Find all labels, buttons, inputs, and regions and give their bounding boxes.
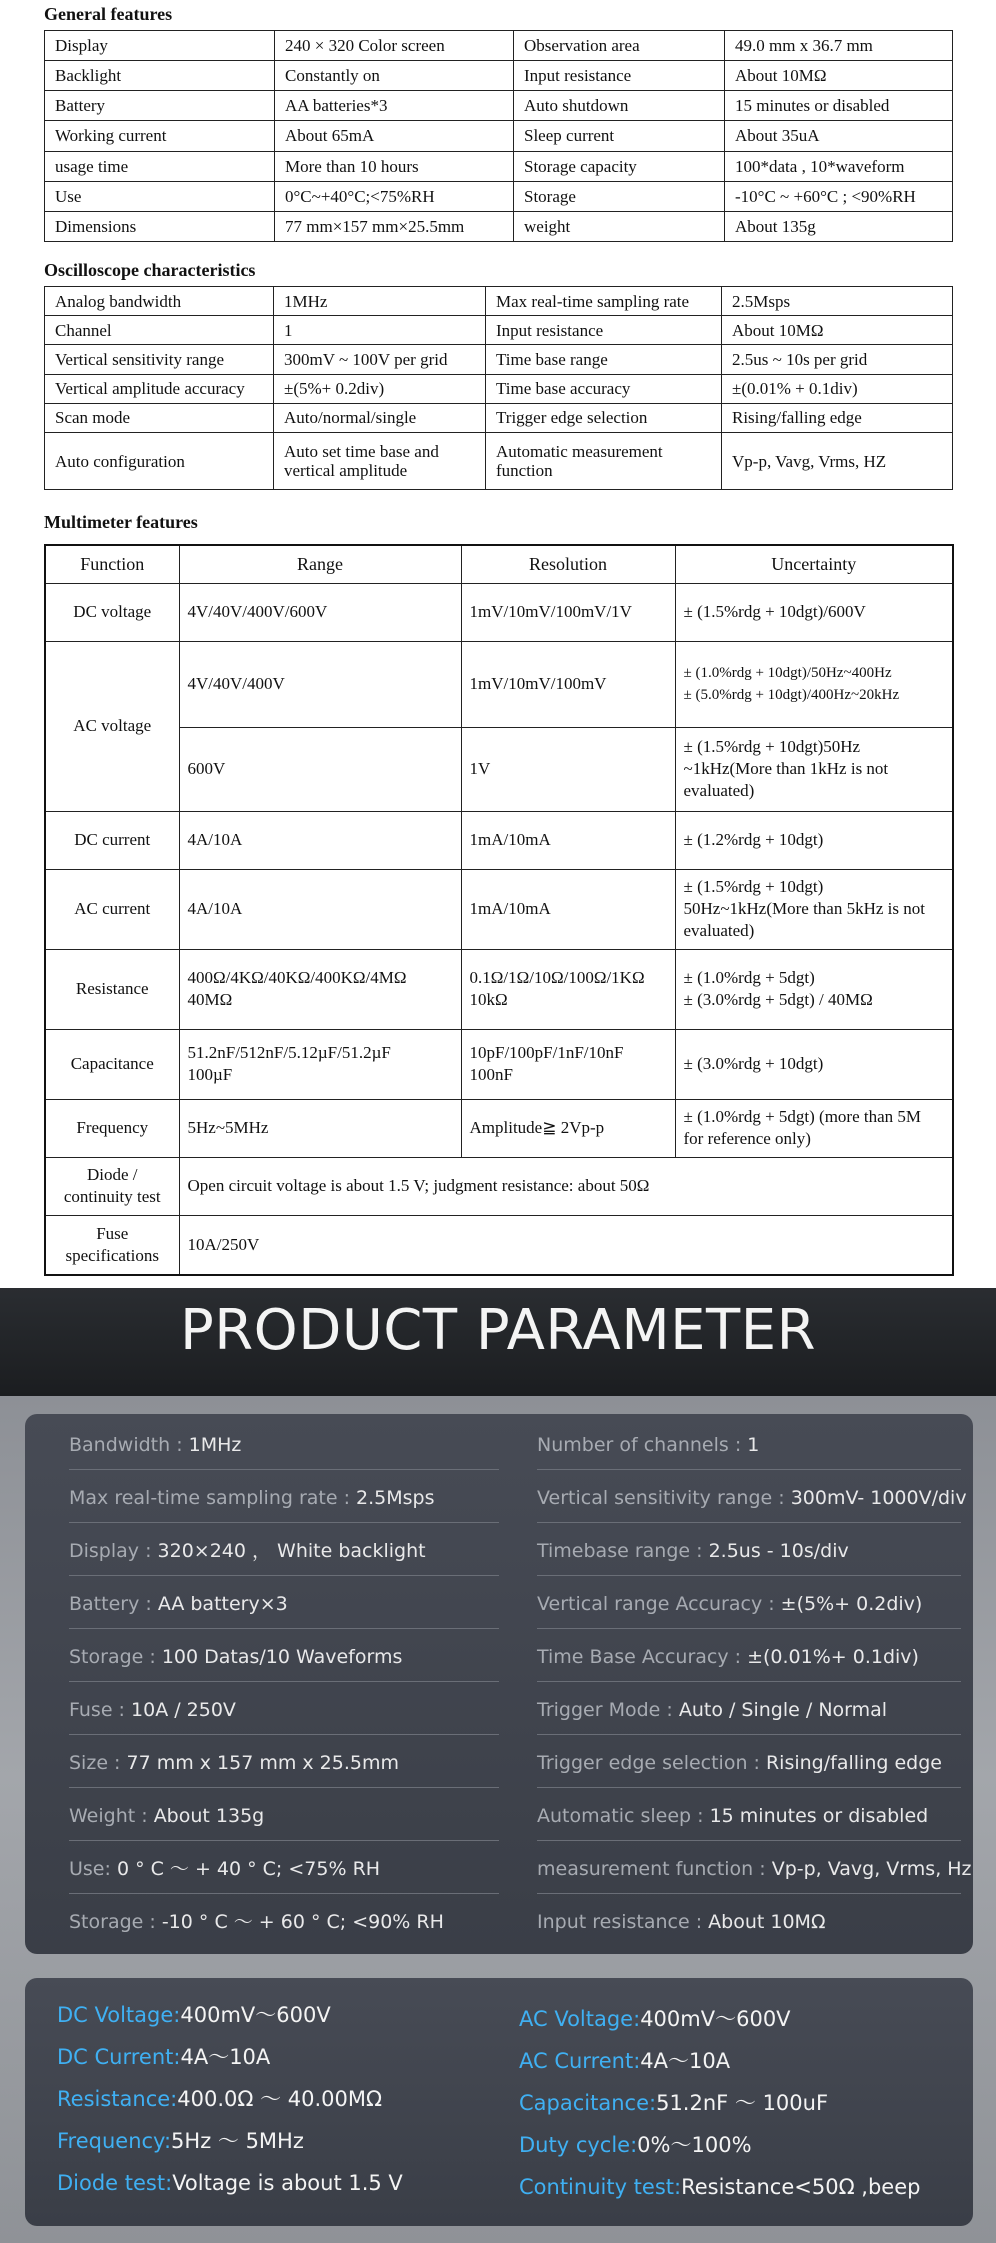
param-value: 2.5Msps bbox=[356, 1487, 435, 1509]
spec-label: Time base accuracy bbox=[486, 374, 722, 403]
resolution-cell: 1V bbox=[461, 727, 675, 811]
param-row bbox=[537, 1854, 972, 1894]
spec-value: 1MHz bbox=[274, 287, 486, 316]
param-row bbox=[69, 1907, 499, 1947]
spec-value: 2.5us ~ 10s per grid bbox=[722, 345, 953, 374]
param-label: Fuse : bbox=[69, 1699, 132, 1721]
table-row bbox=[45, 211, 953, 241]
function-cell: Frequency bbox=[45, 1099, 179, 1157]
function-cell: DC voltage bbox=[45, 583, 179, 641]
spec-value: About 10MΩ bbox=[722, 316, 953, 345]
uncertainty-line: ± (1.0%rdg + 5dgt) bbox=[683, 968, 815, 987]
spec-value: 1 bbox=[274, 316, 486, 345]
uncertainty-cell bbox=[675, 1099, 953, 1157]
param-value: About 10MΩ bbox=[708, 1911, 826, 1933]
spec-label: Storage bbox=[514, 181, 725, 211]
meter-row bbox=[519, 2004, 791, 2034]
param-row bbox=[537, 1801, 961, 1841]
spec-value: Rising/falling edge bbox=[722, 403, 953, 432]
param-label: Input resistance : bbox=[537, 1911, 709, 1933]
spec-label: Max real-time sampling rate bbox=[486, 287, 722, 316]
param-row bbox=[69, 1642, 499, 1682]
range-cell bbox=[179, 1029, 461, 1099]
meter-label: DC Voltage: bbox=[57, 2003, 181, 2027]
spec-label: Time base range bbox=[486, 345, 722, 374]
function-cell: Fuse specifications bbox=[45, 1215, 179, 1275]
param-row bbox=[69, 1695, 499, 1735]
param-value: 1MHz bbox=[188, 1434, 242, 1456]
spec-label: Automatic measurement function bbox=[486, 433, 722, 490]
meter-row bbox=[519, 2172, 920, 2202]
meter-value: 400.0Ω ～ 40.00MΩ bbox=[177, 2087, 383, 2111]
function-cell: AC voltage bbox=[45, 641, 179, 811]
uncertainty-cell: ± (1.5%rdg + 10dgt) 50Hz~1kHz(More than 5kHz is not evaluated) bbox=[675, 869, 953, 949]
param-value: Auto / Single / Normal bbox=[678, 1699, 888, 1721]
param-row bbox=[537, 1483, 967, 1523]
description-cell: 10A/250V bbox=[179, 1215, 953, 1275]
meter-value: Voltage is about 1.5 V bbox=[172, 2171, 403, 2195]
resolution-line: 10kΩ bbox=[469, 990, 508, 1009]
function-cell: Resistance bbox=[45, 949, 179, 1029]
uncertainty-line: ± (5.0%rdg + 10dgt)/400Hz~20kHz bbox=[683, 687, 900, 703]
resolution-cell: 1mA/10mA bbox=[461, 869, 675, 949]
resolution-line: 100nF bbox=[469, 1065, 513, 1084]
meter-value: 400mV～600V bbox=[640, 2007, 791, 2031]
spec-label: Trigger edge selection bbox=[486, 403, 722, 432]
meter-row bbox=[519, 2130, 752, 2160]
spec-value: About 135g bbox=[725, 211, 953, 241]
range-cell: 4A/10A bbox=[179, 869, 461, 949]
param-label: Trigger Mode : bbox=[537, 1699, 679, 1721]
table-row bbox=[45, 811, 953, 869]
function-cell: DC current bbox=[45, 811, 179, 869]
meter-label: Diode test: bbox=[57, 2171, 173, 2195]
param-value: ±(0.01%+ 0.1div) bbox=[747, 1646, 919, 1668]
table-row bbox=[45, 1029, 953, 1099]
table-row bbox=[45, 287, 953, 316]
banner-title: PRODUCT PARAMETER bbox=[179, 1298, 817, 1363]
param-label: Use: bbox=[69, 1858, 117, 1880]
spec-value: 2.5Msps bbox=[722, 287, 953, 316]
meter-value: Resistance<50Ω ,beep bbox=[681, 2175, 921, 2199]
spec-value: 15 minutes or disabled bbox=[725, 91, 953, 121]
spec-value: 100*data , 10*waveform bbox=[725, 151, 953, 181]
meter-row bbox=[57, 2126, 304, 2156]
meter-label: Frequency: bbox=[57, 2129, 172, 2153]
param-row bbox=[69, 1589, 499, 1629]
spec-value: About 10MΩ bbox=[725, 61, 953, 91]
param-label: Timebase range : bbox=[537, 1540, 709, 1562]
spec-label: Sleep current bbox=[514, 121, 725, 151]
param-row bbox=[69, 1854, 499, 1894]
param-value: About 135g bbox=[153, 1805, 265, 1827]
range-line: 51.2nF/512nF/5.12µF/51.2µF bbox=[187, 1043, 391, 1062]
table-row bbox=[45, 949, 953, 1029]
spec-label: weight bbox=[514, 211, 725, 241]
meter-label: Duty cycle: bbox=[519, 2133, 638, 2157]
resolution-cell: Amplitude≧ 2Vp-p bbox=[461, 1099, 675, 1157]
param-row bbox=[69, 1430, 499, 1470]
uncertainty-line: ± (3.0%rdg + 5dgt) / 40MΩ bbox=[683, 990, 873, 1009]
meter-range-panel bbox=[25, 1978, 973, 2226]
table-row bbox=[45, 61, 953, 91]
parameter-panel bbox=[25, 1414, 973, 1954]
column-header: Range bbox=[179, 545, 461, 583]
param-value: 320×240 ， White backlight bbox=[157, 1540, 426, 1562]
meter-label: Resistance: bbox=[57, 2087, 178, 2111]
spec-label: Use bbox=[45, 181, 275, 211]
param-row bbox=[537, 1695, 961, 1735]
spec-value: Auto/normal/single bbox=[274, 403, 486, 432]
meter-label: DC Current: bbox=[57, 2045, 181, 2069]
param-value: 10A / 250V bbox=[131, 1699, 236, 1721]
meter-row bbox=[57, 2168, 403, 2198]
spec-label: Observation area bbox=[514, 31, 725, 61]
param-value: AA battery×3 bbox=[157, 1593, 288, 1615]
spec-label: Vertical amplitude accuracy bbox=[45, 374, 274, 403]
param-row bbox=[69, 1483, 499, 1523]
function-cell: Capacitance bbox=[45, 1029, 179, 1099]
meter-value: 4A～10A bbox=[180, 2045, 271, 2069]
meter-row bbox=[57, 2042, 270, 2072]
param-value: Vp-p, Vavg, Vrms, Hz bbox=[771, 1858, 972, 1880]
param-label: Vertical sensitivity range : bbox=[537, 1487, 791, 1509]
spec-label: usage time bbox=[45, 151, 275, 181]
spec-value: Vp-p, Vavg, Vrms, HZ bbox=[722, 433, 953, 490]
param-label: Bandwidth : bbox=[69, 1434, 189, 1456]
table-row bbox=[45, 345, 953, 374]
spec-value: About 35uA bbox=[725, 121, 953, 151]
param-label: Display : bbox=[69, 1540, 158, 1562]
uncertainty-cell bbox=[675, 641, 953, 727]
general-features-title: General features bbox=[44, 4, 173, 24]
param-label: Number of channels : bbox=[537, 1434, 748, 1456]
description-cell: Open circuit voltage is about 1.5 V; judgment resistance: about 50Ω bbox=[179, 1157, 953, 1215]
param-value: 1 bbox=[747, 1434, 760, 1456]
spec-label: Display bbox=[45, 31, 275, 61]
uncertainty-cell: ± (3.0%rdg + 10dgt) bbox=[675, 1029, 953, 1099]
table-row bbox=[45, 121, 953, 151]
table-row bbox=[45, 641, 953, 727]
range-cell bbox=[179, 949, 461, 1029]
param-row bbox=[537, 1589, 961, 1629]
spec-label: Input resistance bbox=[486, 316, 722, 345]
table-row bbox=[45, 1215, 953, 1275]
spec-value: More than 10 hours bbox=[275, 151, 514, 181]
meter-value: 5Hz ～ 5MHz bbox=[171, 2129, 304, 2153]
spec-label: Analog bandwidth bbox=[45, 287, 274, 316]
spec-value: Auto set time base and vertical amplitude bbox=[274, 433, 486, 490]
spec-label: Input resistance bbox=[514, 61, 725, 91]
meter-label: AC Current: bbox=[519, 2049, 641, 2073]
general-features-table bbox=[44, 30, 953, 242]
table-row bbox=[45, 374, 953, 403]
param-label: measurement function : bbox=[537, 1858, 772, 1880]
spec-label: Dimensions bbox=[45, 211, 275, 241]
meter-label: AC Voltage: bbox=[519, 2007, 641, 2031]
resolution-cell bbox=[461, 1029, 675, 1099]
spec-value: Constantly on bbox=[275, 61, 514, 91]
range-line: 40MΩ bbox=[187, 990, 233, 1009]
param-row bbox=[69, 1801, 499, 1841]
spec-value: 300mV ~ 100V per grid bbox=[274, 345, 486, 374]
resolution-line: 0.1Ω/1Ω/10Ω/100Ω/1KΩ bbox=[469, 968, 645, 987]
param-label: Max real-time sampling rate : bbox=[69, 1487, 357, 1509]
column-header: Function bbox=[45, 545, 179, 583]
uncertainty-line: for reference only) bbox=[683, 1129, 811, 1148]
spec-value: About 65mA bbox=[275, 121, 514, 151]
uncertainty-line: ± (1.0%rdg + 5dgt) (more than 5M bbox=[683, 1107, 922, 1126]
param-value: 2.5us - 10s/div bbox=[708, 1540, 849, 1562]
meter-label: Capacitance: bbox=[519, 2091, 657, 2115]
table-header-row bbox=[45, 545, 953, 583]
param-value: 77 mm x 157 mm x 25.5mm bbox=[126, 1752, 400, 1774]
param-label: Automatic sleep : bbox=[537, 1805, 710, 1827]
param-label: Trigger edge selection : bbox=[537, 1752, 766, 1774]
table-row bbox=[45, 1157, 953, 1215]
param-value: 0 ° C ～ + 40 ° C; <75% RH bbox=[116, 1858, 381, 1880]
spec-label: Channel bbox=[45, 316, 274, 345]
table-row bbox=[45, 316, 953, 345]
param-value: ±(5%+ 0.2div) bbox=[780, 1593, 923, 1615]
resolution-cell: 1mA/10mA bbox=[461, 811, 675, 869]
uncertainty-cell: ± (1.5%rdg + 10dgt)/600V bbox=[675, 583, 953, 641]
meter-value: 4A～10A bbox=[640, 2049, 731, 2073]
range-cell: 4A/10A bbox=[179, 811, 461, 869]
multimeter-table bbox=[44, 544, 954, 1276]
spec-value: -10°C ~ +60°C ; <90%RH bbox=[725, 181, 953, 211]
resolution-cell: 1mV/10mV/100mV bbox=[461, 641, 675, 727]
uncertainty-line: ± (1.0%rdg + 10dgt)/50Hz~400Hz bbox=[683, 665, 892, 681]
spec-label: Vertical sensitivity range bbox=[45, 345, 274, 374]
spec-value: 240 × 320 Color screen bbox=[275, 31, 514, 61]
param-row bbox=[69, 1748, 499, 1788]
param-label: Time Base Accuracy : bbox=[537, 1646, 748, 1668]
spec-value: 77 mm×157 mm×25.5mm bbox=[275, 211, 514, 241]
param-label: Storage : bbox=[69, 1646, 162, 1668]
spec-label: Battery bbox=[45, 91, 275, 121]
column-header: Resolution bbox=[461, 545, 675, 583]
param-label: Battery : bbox=[69, 1593, 158, 1615]
range-line: 100µF bbox=[187, 1065, 233, 1084]
function-cell: Diode / continuity test bbox=[45, 1157, 179, 1215]
spec-value: AA batteries*3 bbox=[275, 91, 514, 121]
param-row bbox=[537, 1642, 961, 1682]
param-value: 300mV- 1000V/div bbox=[790, 1487, 967, 1509]
meter-row bbox=[57, 2084, 382, 2114]
table-row bbox=[45, 727, 953, 811]
param-value: 100 Datas/10 Waveforms bbox=[161, 1646, 403, 1668]
param-row bbox=[537, 1430, 961, 1470]
param-row bbox=[537, 1907, 961, 1947]
uncertainty-cell: ± (1.2%rdg + 10dgt) bbox=[675, 811, 953, 869]
uncertainty-cell bbox=[675, 949, 953, 1029]
param-value: -10 ° C ～ + 60 ° C; <90% RH bbox=[161, 1911, 444, 1933]
meter-value: 51.2nF ～ 100uF bbox=[656, 2091, 829, 2115]
meter-value: 0%～100% bbox=[637, 2133, 752, 2157]
uncertainty-cell: ± (1.5%rdg + 10dgt)50Hz ~1kHz(More than 1kHz is not evaluated) bbox=[675, 727, 953, 811]
table-row bbox=[45, 1099, 953, 1157]
spec-label: Working current bbox=[45, 121, 275, 151]
param-row bbox=[69, 1536, 499, 1576]
oscilloscope-title: Oscilloscope characteristics bbox=[44, 260, 256, 280]
meter-row bbox=[57, 2000, 331, 2030]
function-cell: AC current bbox=[45, 869, 179, 949]
spec-value: 0°C~+40°C;<75%RH bbox=[275, 181, 514, 211]
meter-row bbox=[519, 2088, 828, 2118]
range-cell: 4V/40V/400V/600V bbox=[179, 583, 461, 641]
spec-label: Backlight bbox=[45, 61, 275, 91]
table-row bbox=[45, 403, 953, 432]
table-row bbox=[45, 91, 953, 121]
column-header: Uncertainty bbox=[675, 545, 953, 583]
range-cell: 600V bbox=[179, 727, 461, 811]
multimeter-title: Multimeter features bbox=[44, 512, 198, 532]
spec-value: ±(5%+ 0.2div) bbox=[274, 374, 486, 403]
meter-label: Continuity test: bbox=[519, 2175, 682, 2199]
meter-row bbox=[519, 2046, 730, 2076]
spec-label: Storage capacity bbox=[514, 151, 725, 181]
param-row bbox=[537, 1748, 961, 1788]
spec-label: Auto configuration bbox=[45, 433, 274, 490]
resolution-cell: 1mV/10mV/100mV/1V bbox=[461, 583, 675, 641]
param-label: Vertical range Accuracy : bbox=[537, 1593, 781, 1615]
param-label: Storage : bbox=[69, 1911, 162, 1933]
spec-label: Auto shutdown bbox=[514, 91, 725, 121]
param-value: 15 minutes or disabled bbox=[709, 1805, 929, 1827]
spec-value: 49.0 mm x 36.7 mm bbox=[725, 31, 953, 61]
range-line: 400Ω/4KΩ/40KΩ/400KΩ/4MΩ bbox=[187, 968, 407, 987]
resolution-line: 10pF/100pF/1nF/10nF bbox=[469, 1043, 624, 1062]
table-row bbox=[45, 31, 953, 61]
table-row bbox=[45, 181, 953, 211]
table-row bbox=[45, 869, 953, 949]
param-label: Size : bbox=[69, 1752, 127, 1774]
spec-label: Scan mode bbox=[45, 403, 274, 432]
param-label: Weight : bbox=[69, 1805, 154, 1827]
spec-value: ±(0.01% + 0.1div) bbox=[722, 374, 953, 403]
meter-value: 400mV～600V bbox=[180, 2003, 331, 2027]
table-row bbox=[45, 583, 953, 641]
range-cell: 4V/40V/400V bbox=[179, 641, 461, 727]
param-row bbox=[537, 1536, 961, 1576]
param-value: Rising/falling edge bbox=[765, 1752, 942, 1774]
oscilloscope-table bbox=[44, 286, 953, 490]
range-cell: 5Hz~5MHz bbox=[179, 1099, 461, 1157]
resolution-cell bbox=[461, 949, 675, 1029]
table-row bbox=[45, 151, 953, 181]
table-row bbox=[45, 433, 953, 490]
